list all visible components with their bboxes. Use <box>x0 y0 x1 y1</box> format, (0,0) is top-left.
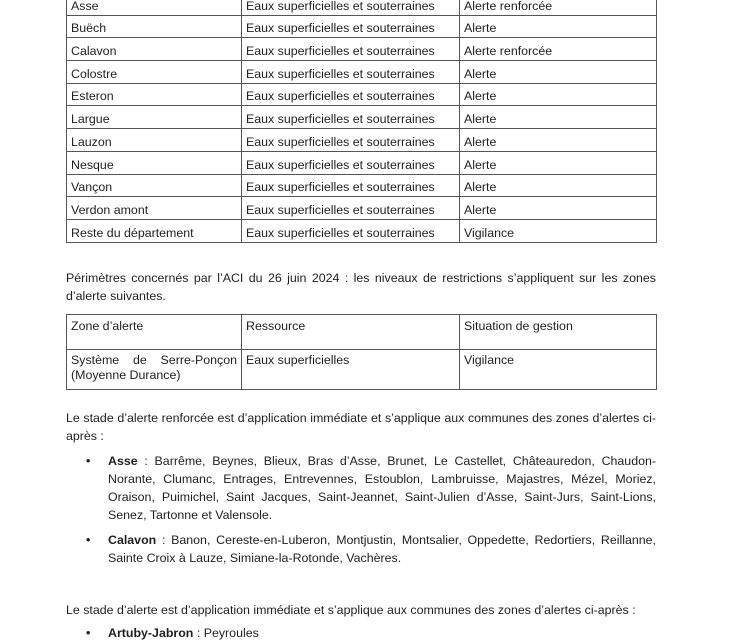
communes-list: : Peyroules <box>193 626 259 640</box>
table-header-row <box>67 315 657 350</box>
cell-ressource: Eaux superficielles et souterraines <box>242 0 460 15</box>
aci-zones-table <box>66 314 657 390</box>
table-row <box>67 61 657 84</box>
cell-ressource: Eaux superficielles et souterraines <box>242 151 460 174</box>
cell-situation: Alerte renforcée <box>460 38 657 61</box>
cell-situation: Alerte <box>460 15 657 38</box>
alerte-renforcee-paragraph: Le stade d’alerte renforcée est d’application immédiate et s’applique aux communes des zones d’alertes ci-après : <box>66 411 656 443</box>
cell-zone: Reste du département <box>67 219 242 242</box>
cell-situation: Alerte <box>460 174 657 197</box>
cell-situation: Vigilance <box>460 219 657 242</box>
cell-situation: Alerte <box>460 61 657 84</box>
cell-ressource: Eaux superficielles et souterraines <box>242 61 460 84</box>
header-situation: Situation de gestion <box>460 315 657 350</box>
alerte-paragraph: Le stade d’alerte est d’application immédiate et s’applique aux communes des zones d’alertes ci-après : <box>66 603 636 617</box>
cell-ressource: Eaux superficielles et souterraines <box>242 219 460 242</box>
table-row <box>67 0 657 15</box>
table-row <box>67 219 657 242</box>
table-row <box>67 106 657 129</box>
table-row <box>67 15 657 38</box>
cell-situation: Alerte <box>460 151 657 174</box>
cell-ressource: Eaux superficielles et souterraines <box>242 83 460 106</box>
zone-name: Calavon <box>108 533 157 547</box>
cell-zone: Lauzon <box>67 129 242 152</box>
list-item-text <box>108 452 656 524</box>
cell-ressource: Eaux superficielles et souterraines <box>242 106 460 129</box>
perimeter-paragraph: Périmètres concernés par l’ACI du 26 juin 2024 : les niveaux de restrictions s’appliquent sur les zones d’alerte suivantes. <box>66 271 656 303</box>
alert-zones-table <box>66 0 657 243</box>
table-row <box>67 129 657 152</box>
header-ressource: Ressource <box>242 315 460 350</box>
table-row <box>67 83 657 106</box>
list-item-text <box>108 531 656 567</box>
cell-zone: Verdon amont <box>67 197 242 220</box>
list-item-calavon <box>86 531 656 567</box>
list-item-artuby-jabron <box>86 624 656 642</box>
table-row <box>67 350 657 390</box>
cell-ressource: Eaux superficielles et souterraines <box>242 15 460 38</box>
list-item-asse <box>86 452 656 524</box>
table-row <box>67 38 657 61</box>
cell-ressource: Eaux superficielles et souterraines <box>242 197 460 220</box>
cell-zone: Vançon <box>67 174 242 197</box>
cell-zone: Nesque <box>67 151 242 174</box>
list-item-text <box>108 624 656 642</box>
bullet-marker: • <box>86 454 91 468</box>
cell-ressource: Eaux superficielles et souterraines <box>242 38 460 61</box>
cell-situation: Alerte <box>460 106 657 129</box>
table-row <box>67 151 657 174</box>
cell-ressource: Eaux superficielles et souterraines <box>242 174 460 197</box>
cell-situation: Alerte <box>460 83 657 106</box>
cell-ressource: Eaux superficielles et souterraines <box>242 129 460 152</box>
cell-zone: Esteron <box>67 83 242 106</box>
zone-name: Asse <box>108 454 138 468</box>
table-row <box>67 197 657 220</box>
cell-zone: Buëch <box>67 15 242 38</box>
alert-zones-table-body <box>67 0 657 242</box>
cell-zone: Calavon <box>67 38 242 61</box>
cell-zone: Asse <box>67 0 242 15</box>
header-zone: Zone d’alerte <box>67 315 242 350</box>
cell-situation: Alerte <box>460 197 657 220</box>
table-row <box>67 174 657 197</box>
communes-list: : Barrême, Beynes, Blieux, Bras d’Asse, Brunet, Le Castellet, Châteauredon, Chaudon-Norante, Clumanc, Entrages, Entrevennes, Estoublon, Lambruisse, Majastres, Mézel, Moriez, Oraison, Puimichel, Saint Jacques, Saint-Jeannet, Saint-Julien d’Asse, Saint-Jurs, Saint-Lions, Senez, Tartonne et Valensole. <box>108 454 656 522</box>
bullet-marker: • <box>86 533 91 547</box>
cell-situation: Alerte <box>460 129 657 152</box>
cell-zone: Largue <box>67 106 242 129</box>
bullet-marker: • <box>86 626 91 640</box>
communes-list: : Banon, Cereste-en-Luberon, Montjustin, Montsalier, Oppedette, Redortiers, Reillanne, Sainte Croix à Lauze, Simiane-la-Rotonde, Vachères. <box>108 533 656 565</box>
cell-ressource: Eaux superficielles <box>242 350 460 390</box>
cell-zone: Système de Serre-Ponçon (Moyenne Durance) <box>67 350 242 390</box>
cell-zone: Colostre <box>67 61 242 84</box>
zone-name: Artuby-Jabron <box>108 626 194 640</box>
cell-situation: Alerte renforcée <box>460 0 657 15</box>
cell-situation: Vigilance <box>460 350 657 390</box>
